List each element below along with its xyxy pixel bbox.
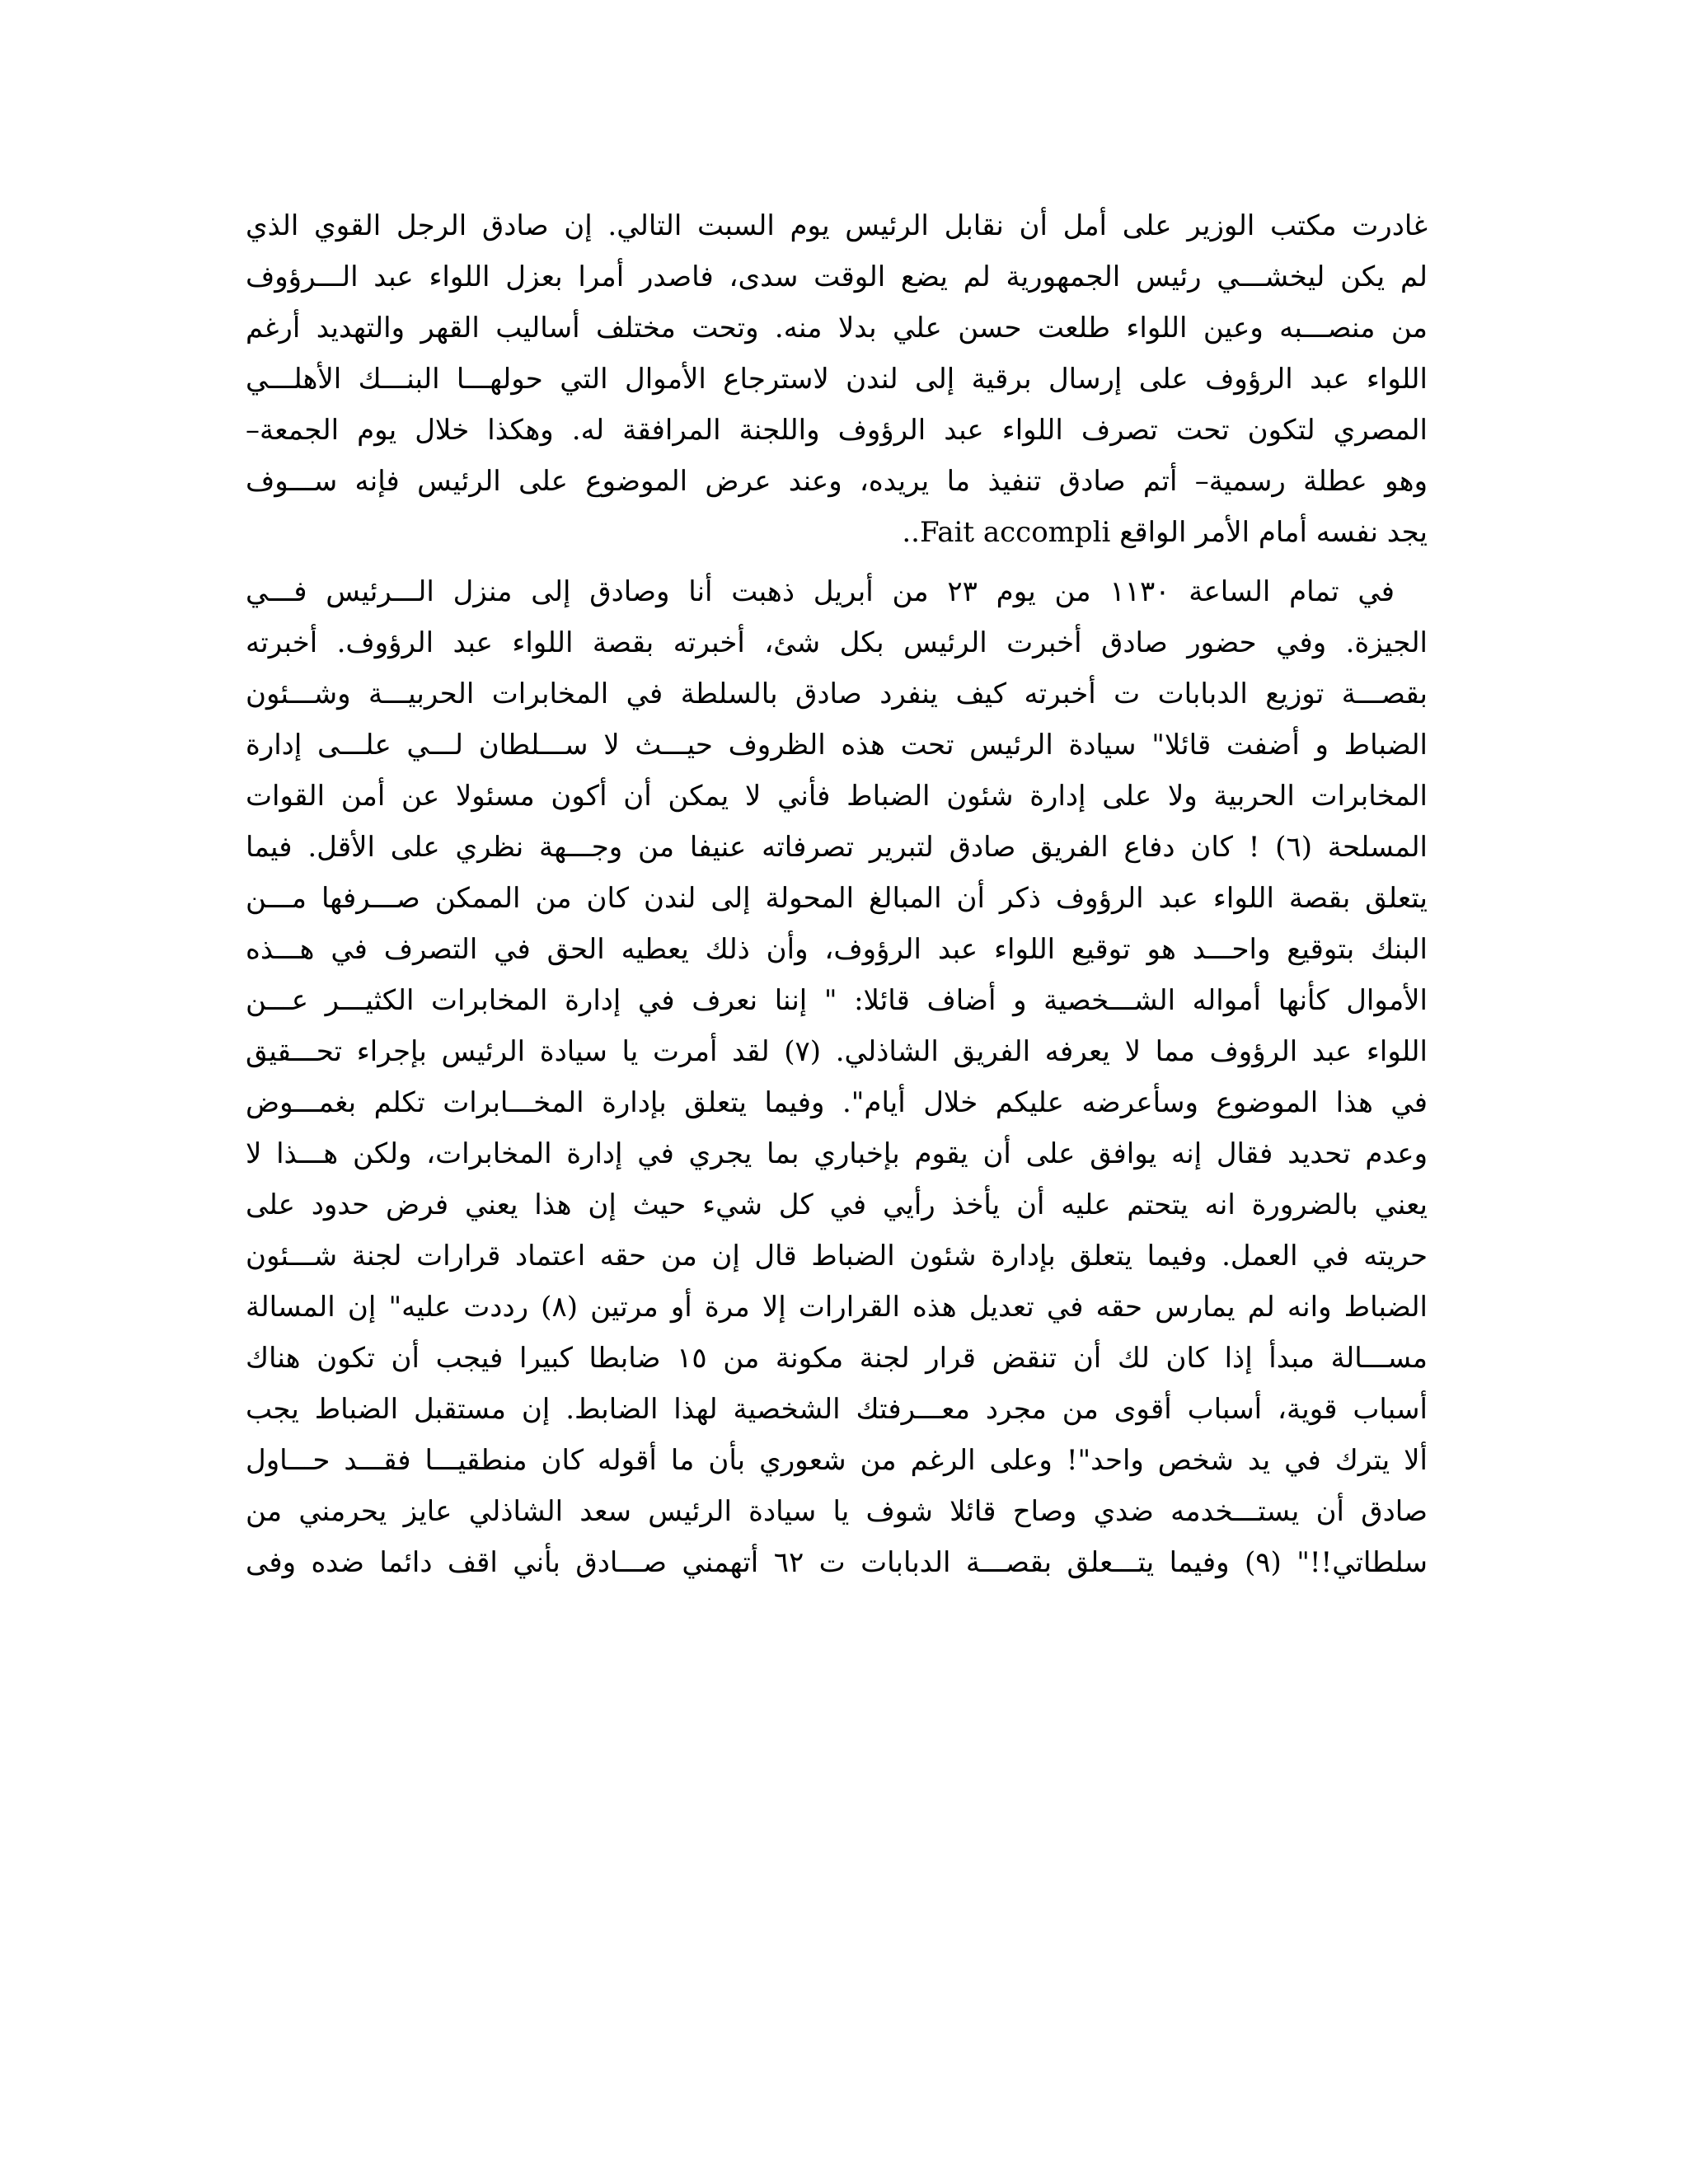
text-line: يجد نفسه أمام الأمر الواقع Fait accompli.. [902, 516, 1428, 549]
text-line: المصري لتكون تحت تصرف اللواء عبد الرؤوف واللجنة المرافقة له. وهكذا خلال يوم الجمعة– [246, 414, 1428, 447]
text-line: الأموال كأنها أمواله الشـــخصية و أضاف قائلا: " إننا نعرف في إدارة المخابرات الكثيـــر عـــن [246, 984, 1428, 1017]
text-line: ألا يترك في يد شخص واحد"! وعلى الرغم من شعوري بأن ما أقوله كان منطقيـــا فقـــد حـــاول [246, 1444, 1428, 1477]
text-line: حريته في العمل. وفيما يتعلق بإدارة شئون الضباط قال إن من حقه اعتماد قرارات لجنة شـــئون [246, 1240, 1428, 1272]
text-line: وهو عطلة رسمية– أتم صادق تنفيذ ما يريده، وعند عرض الموضوع على الرئيس فإنه ســـوف [246, 465, 1428, 498]
text-line: من منصـــبه وعين اللواء طلعت حسن علي بدلا منه. وتحت مختلف أساليب القهر والتهديد أرغم [246, 312, 1428, 344]
text-line: المسلحة (٦) ! كان دفاع الفريق صادق لتبرير تصرفاته عنيفا من وجـــهة نظري على الأقل. فيما [246, 831, 1428, 864]
text-line: في هذا الموضوع وسأعرضه عليكم خلال أيام". وفيما يتعلق بإدارة المخـــابرات تكلم بغمـــوض [246, 1086, 1428, 1119]
text-line: الضباط و أضفت قائلا" سيادة الرئيس تحت هذه الظروف حيـــث لا ســـلطان لـــي علـــى إدارة [246, 729, 1428, 762]
text-line: يعني بالضرورة انه يتحتم عليه أن يأخذ رأيي في كل شيء حيث إن هذا يعني فرض حدود على [246, 1188, 1428, 1221]
text-line: اللواء عبد الرؤوف على إرسال برقية إلى لندن لاسترجاع الأموال التي حولهـــا البنـــك الأهلـــي [246, 363, 1428, 396]
text-line: بقصـــة توزيع الدبابات ت أخبرته كيف ينفرد صادق بالسلطة في المخابرات الحربيـــة وشـــئون [246, 677, 1428, 710]
paragraph-2 [246, 566, 1428, 1588]
text-line: لم يكن ليخشـــي رئيس الجمهورية لم يضع الوقت سدى، فاصدر أمرا بعزل اللواء عبد الـــرؤوف [246, 260, 1428, 293]
text-line: الضباط وانه لم يمارس حقه في تعديل هذه القرارات إلا مرة أو مرتين (٨) رددت عليه" إن المسالة [246, 1291, 1428, 1324]
text-line: في تمام الساعة ١١٣٠ من يوم ٢٣ من أبريل ذهبت أنا وصادق إلى منزل الـــرئيس فـــي [246, 575, 1395, 608]
text-line: غادرت مكتب الوزير على أمل أن نقابل الرئيس يوم السبت التالي. إن صادق الرجل القوي الذي [246, 209, 1428, 242]
text-line: اللواء عبد الرؤوف مما لا يعرفه الفريق الشاذلي. (٧) لقد أمرت يا سيادة الرئيس بإجراء تحـــقيق [246, 1035, 1428, 1068]
text-line: المخابرات الحربية ولا على إدارة شئون الضباط فأني لا يمكن أن أكون مسئولا عن أمن القوات [246, 780, 1428, 813]
text-line: مســـالة مبدأ إذا كان لك أن تنقض قرار لجنة مكونة من ١٥ ضابطا كبيرا فيجب أن تكون هناك [246, 1342, 1428, 1375]
text-line: يتعلق بقصة اللواء عبد الرؤوف ذكر أن المبالغ المحولة إلى لندن كان من الممكن صـــرفها مـــن [246, 882, 1428, 915]
text-line: سلطاتي!!" (٩) وفيما يتـــعلق بقصـــة الدبابات ت ٦٢ أتهمني صـــادق بأني اقف دائما ضده وفى [246, 1546, 1428, 1579]
text-line: وعدم تحديد فقال إنه يوافق على أن يقوم بإخباري بما يجري في إدارة المخابرات، ولكن هـــذا لا [246, 1137, 1428, 1170]
text-line: الجيزة. وفي حضور صادق أخبرت الرئيس بكل شئ، أخبرته بقصة اللواء عبد الرؤوف. أخبرته [246, 626, 1428, 659]
text-line: أسباب قوية، أسباب أقوى من مجرد معـــرفتك الشخصية لهذا الضابط. إن مستقبل الضباط يجب [246, 1393, 1428, 1426]
paragraph-1 [246, 200, 1428, 558]
text-line: صادق أن يستـــخدمه ضدي وصاح قائلا شوف يا سيادة الرئيس سعد الشاذلي عايز يحرمني من [246, 1495, 1428, 1528]
body-text [246, 200, 1428, 1588]
text-line: البنك بتوقيع واحـــد هو توقيع اللواء عبد الرؤوف، وأن ذلك يعطيه الحق في التصرف في هـــذه [246, 933, 1428, 966]
